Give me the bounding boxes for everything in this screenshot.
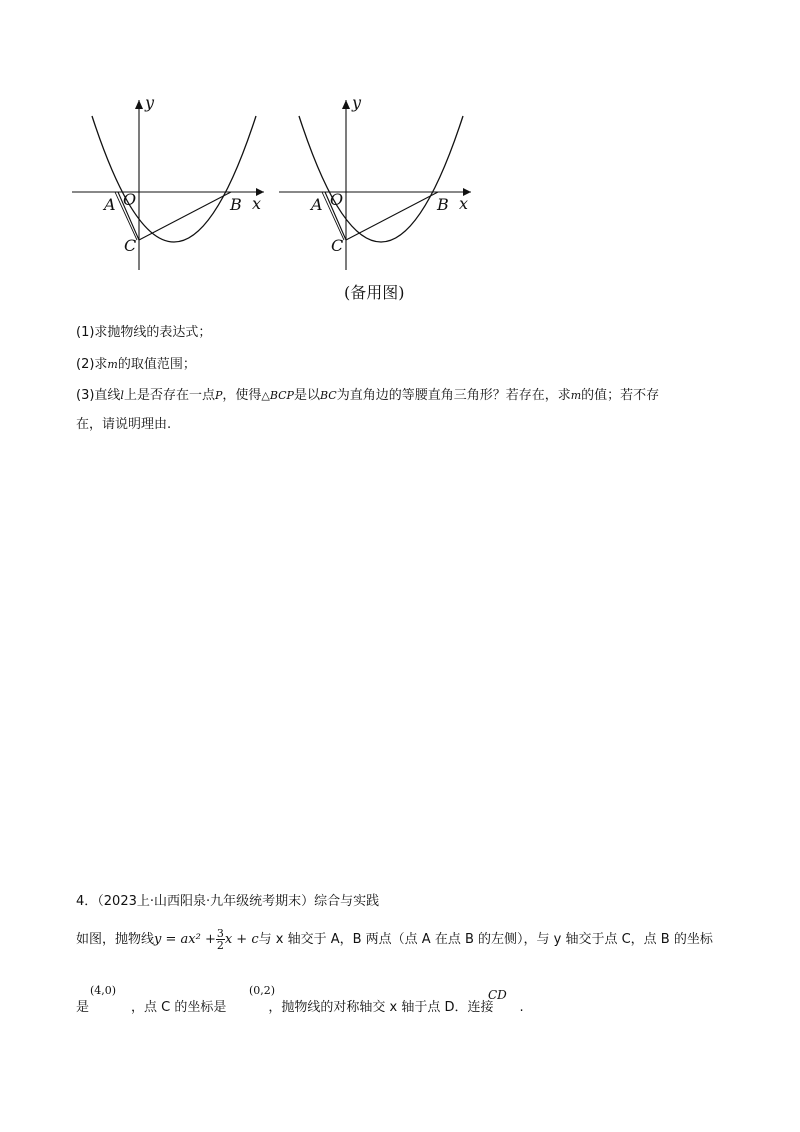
label-a-2: A xyxy=(311,195,323,214)
figure-2 xyxy=(275,92,475,272)
problem-4-header: 4．（2023上·山西阳泉·九年级统考期末）综合与实践 xyxy=(76,894,380,909)
q3-triangle: △BCP xyxy=(261,389,294,402)
label-b-2: B xyxy=(437,195,449,214)
label-o-2: O xyxy=(330,190,344,209)
p4-l1-text-b: 与 x 轴交于 A，B 两点（点 A 在点 B 的左侧），与 y 轴交于点 C，点 B 的坐标 xyxy=(258,932,713,947)
segment-bc-2 xyxy=(346,192,438,240)
p4-l1-text-a: 如图，抛物线 xyxy=(76,932,155,947)
q3-text-c: ，使得 xyxy=(222,388,262,403)
segment-bc-1 xyxy=(139,192,231,240)
question-3 xyxy=(76,386,659,406)
problem-4-line-1 xyxy=(76,928,713,951)
q3-var-m: m xyxy=(570,389,582,402)
q3-var-l: l xyxy=(120,389,124,402)
q3-text-d: 是以 xyxy=(293,388,320,403)
q2-text-a: (2)求 xyxy=(76,357,108,372)
p4-fraction-num: 3 xyxy=(216,927,224,940)
figure-1-svg xyxy=(68,92,268,272)
y-axis-arrow-1 xyxy=(135,100,143,109)
p4-fraction xyxy=(216,928,225,951)
q3-text-e: 为直角边的等腰直角三角形？若存在，求 xyxy=(336,388,571,403)
label-c-1: C xyxy=(124,236,137,255)
label-b-1: B xyxy=(230,195,242,214)
q3-segment-bc: BC xyxy=(319,389,337,402)
question-3-line-2: 在，请说明理由. xyxy=(76,417,172,432)
label-o-1: O xyxy=(123,190,137,209)
label-y-2: y xyxy=(352,93,362,112)
figure-1 xyxy=(68,92,268,272)
p4-l2-text-d: . xyxy=(519,1000,524,1015)
question-2 xyxy=(76,355,196,375)
question-1: (1)求抛物线的表达式； xyxy=(76,325,212,340)
label-a-1: A xyxy=(104,195,116,214)
coord-b: (4,0) xyxy=(90,984,117,997)
label-x-2: x xyxy=(459,194,469,213)
q3-text-f: 的值；若不存 xyxy=(581,388,660,403)
parabola-1 xyxy=(92,116,256,242)
figure-caption: (备用图) xyxy=(344,283,405,302)
label-y-1: y xyxy=(145,93,155,112)
p4-l2-text-c: ，抛物线的对称轴交 x 轴于点 D．连接 xyxy=(268,1000,494,1015)
p4-fraction-den: 2 xyxy=(216,939,224,952)
q3-text-a: (3)直线 xyxy=(76,388,121,403)
p4-l2-text-a: 是 xyxy=(76,1000,90,1015)
parabola-2 xyxy=(299,116,463,242)
p4-equation-tail: x + c xyxy=(224,932,259,947)
q2-text-b: 的取值范围； xyxy=(117,357,196,372)
q3-text-b: 上是否存在一点 xyxy=(123,388,215,403)
figure-2-svg xyxy=(275,92,475,272)
q2-var-m: m xyxy=(107,358,118,371)
problem-4-line-2 xyxy=(76,998,524,1018)
q3-var-p: P xyxy=(214,389,223,402)
y-axis-arrow-2 xyxy=(342,100,350,109)
label-x-1: x xyxy=(252,194,262,213)
p4-l2-text-b: ，点 C 的坐标是 xyxy=(131,1000,227,1015)
p4-equation: y = ax² + xyxy=(154,932,216,947)
coord-c: (0,2) xyxy=(249,984,276,997)
label-c-2: C xyxy=(331,236,344,255)
segment-cd: CD xyxy=(488,988,507,1002)
